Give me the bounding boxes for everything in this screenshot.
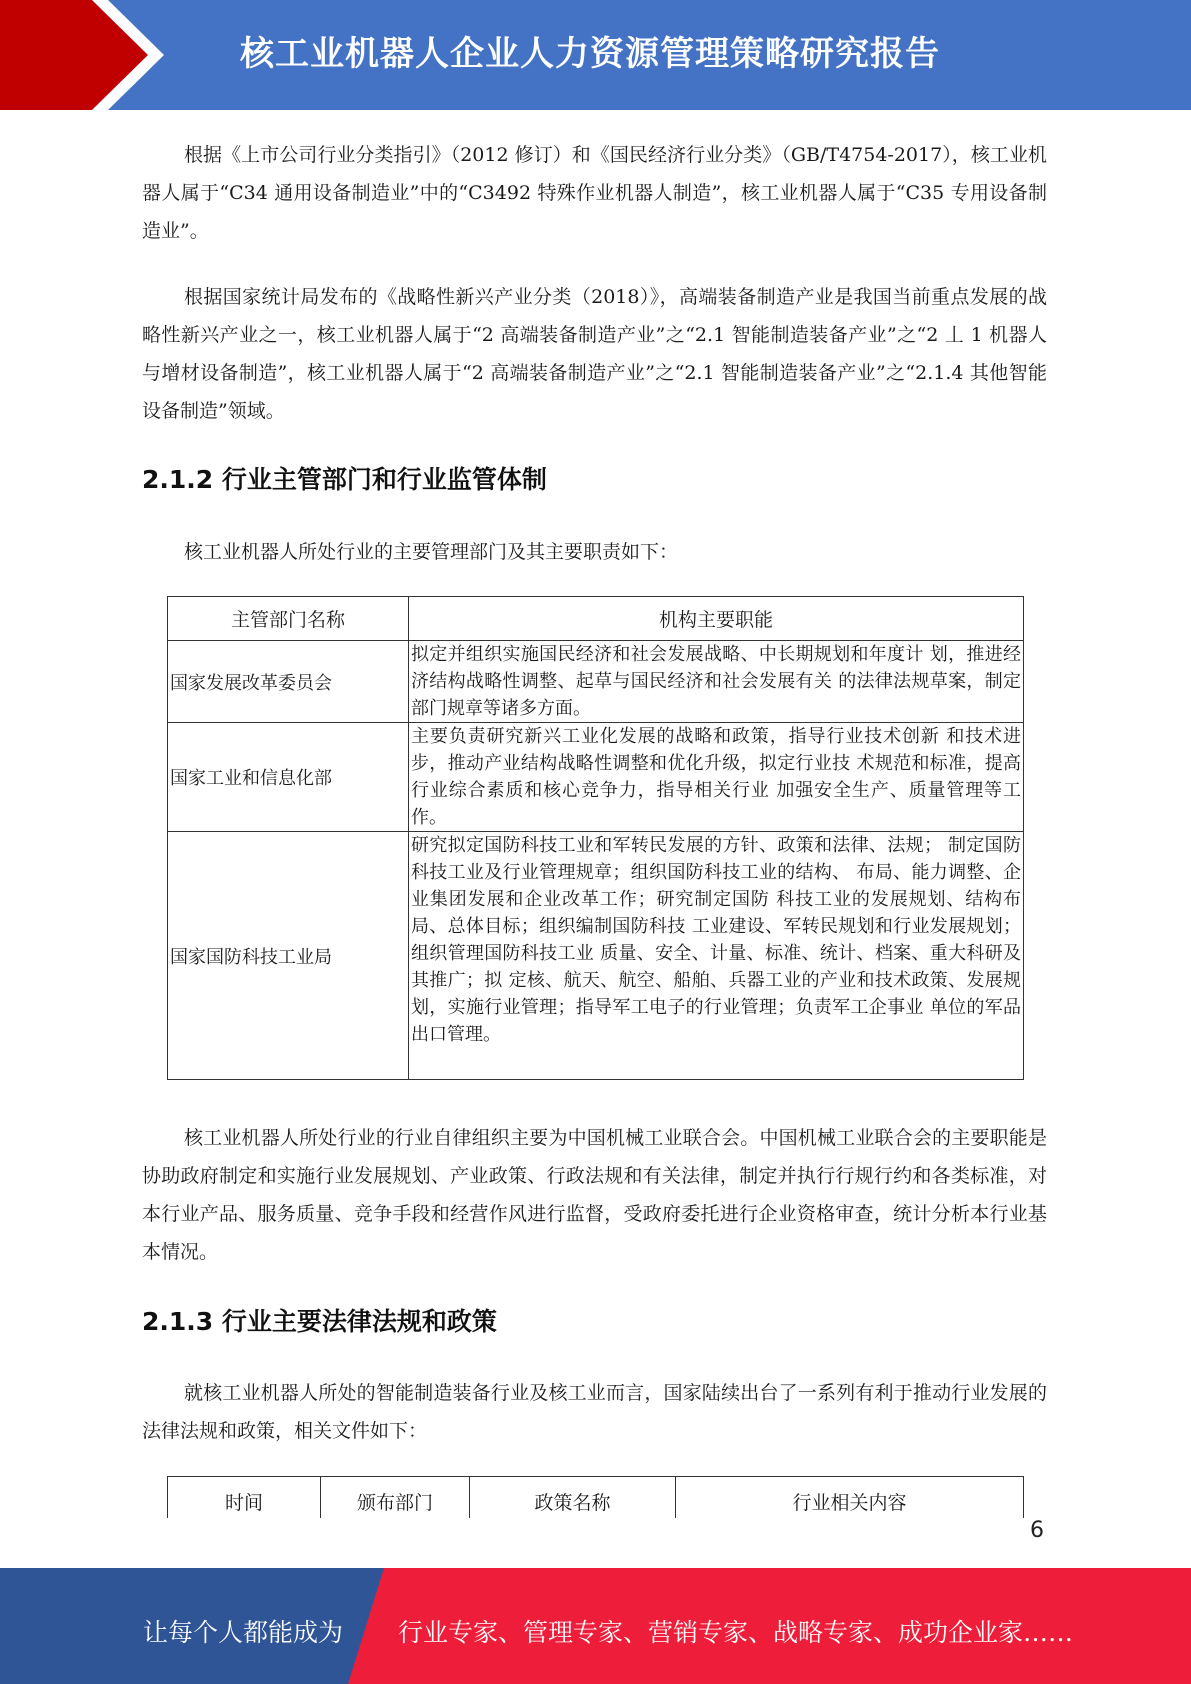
table-row [168,723,1024,832]
policies-table [167,1476,1024,1518]
department-functions: 主要负责研究新兴工业化发展的战略和政策，指导行业技术创新 和技术进步，推动产业结构战略性调整和优化升级，拟定行业技 术规范和标准，提高行业综合素质和核心竞争力，指导相关行业 加强安全生产、质量管理等工作。 [409,723,1024,832]
report-title: 核工业机器人企业人力资源管理策略研究报告 [240,34,940,74]
paragraph-policies-intro: 就核工业机器人所处的智能制造装备行业及核工业而言，国家陆续出台了一系列有利于推动行业发展的法律法规和政策，相关文件如下： [142,1382,1047,1442]
section-heading-2-1-3: 2.1.3 行业主要法律法规和政策 [142,1307,497,1336]
footer-slogan-right: 行业专家、管理专家、营销专家、战略专家、成功企业家…… [398,1618,1074,1647]
column-header-functions: 机构主要职能 [409,597,1024,641]
table-row [168,832,1024,1080]
department-name: 国家国防科技工业局 [168,832,409,1080]
column-header-content: 行业相关内容 [676,1477,1024,1519]
department-name: 国家工业和信息化部 [168,723,409,832]
page-number: 6 [1030,1518,1044,1543]
column-header-time: 时间 [168,1477,321,1519]
authorities-table [167,596,1024,1080]
table-header-row [168,597,1024,641]
paragraph-strategic-industry: 根据国家统计局发布的《战略性新兴产业分类（2018）》，高端装备制造产业是我国当前重点发展的战略性新兴产业之一，核工业机器人属于“2 高端装备制造产业”之“2.1 智能制造装备产业”之“2 丄 1 机器人与增材设备制造”，核工业机器人属于“2 高端装备制造产业”之“2.1 智能制造装备产业”之“2.1.4 其他智能设备制造”领域。 [142,286,1047,422]
policies-table-wrapper [167,1476,1025,1518]
footer-slogan-left: 让每个人都能成为 [143,1618,344,1647]
table-header-row [168,1477,1024,1519]
department-name: 国家发展改革委员会 [168,641,409,723]
column-header-policy-name: 政策名称 [470,1477,676,1519]
table-row [168,641,1024,723]
department-functions: 拟定并组织实施国民经济和社会发展战略、中长期规划和年度计 划，推进经济结构战略性调整、起草与国民经济和社会发展有关 的法律法规草案，制定部门规章等诸多方面。 [409,641,1024,723]
paragraph-management-intro: 核工业机器人所处行业的主要管理部门及其主要职责如下： [184,541,679,563]
column-header-issuer: 颁布部门 [321,1477,470,1519]
page-header [0,0,1191,110]
page-footer [0,1568,1191,1684]
paragraph-industry-classification: 根据《上市公司行业分类指引》（2012 修订）和《国民经济行业分类》（GB/T4754-2017），核工业机器人属于“C34 通用设备制造业”中的“C3492 特殊作业机器人制造”，核工业机器人属于“C35 专用设备制造业”。 [142,144,1047,242]
section-heading-2-1-2: 2.1.2 行业主管部门和行业监管体制 [142,465,547,494]
column-header-department: 主管部门名称 [168,597,409,641]
department-functions: 研究拟定国防科技工业和军转民发展的方针、政策和法律、法规； 制定国防科技工业及行业管理规章；组织国防科技工业的结构、 布局、能力调整、企业集团发展和企业改革工作；研究制定国防 科技工业的发展规划、结构布局、总体目标；组织编制国防科技 工业建设、军转民规划和行业发展规划；组织管理国防科技工业 质量、安全、计量、标准、统计、档案、重大科研及其推广；拟 定核、航天、航空、船舶、兵器工业的产业和技术政策、发展规 划，实施行业管理；指导军工电子的行业管理；负责军工企事业 单位的军品出口管理。 [409,832,1024,1080]
paragraph-self-regulatory-org: 核工业机器人所处行业的行业自律组织主要为中国机械工业联合会。中国机械工业联合会的主要职能是协助政府制定和实施行业发展规划、产业政策、行政法规和有关法律，制定并执行行规行约和各类标准，对本行业产品、服务质量、竞争手段和经营作风进行监督，受政府委托进行企业资格审查，统计分析本行业基本情况。 [142,1127,1047,1263]
